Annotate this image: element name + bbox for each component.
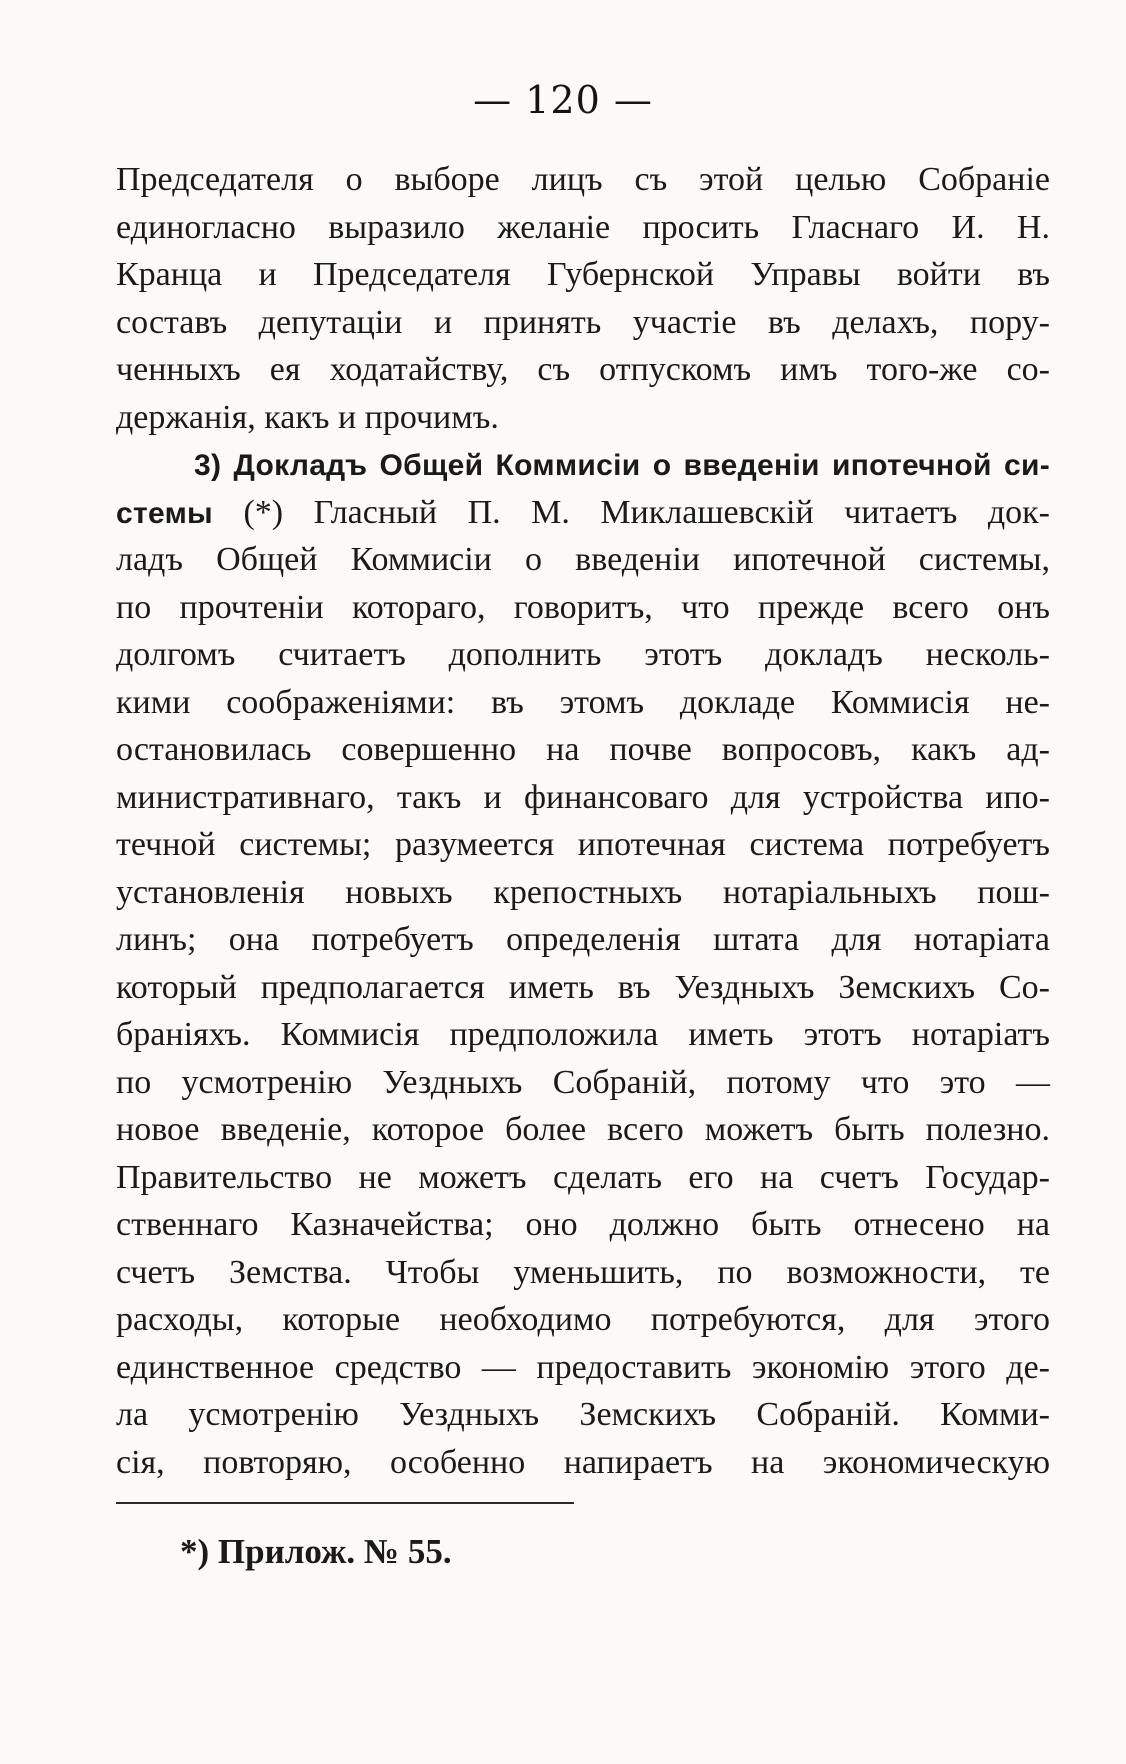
text-line: по усмотренію Уездныхъ Собраній, потому что это — [116, 1063, 1050, 1101]
text-line: новое введеніе, которое более всего можетъ быть полезно. [116, 1111, 1050, 1148]
text-line: ченныхъ ея ходатайству, съ отпускомъ имъ того-же со- [116, 351, 1050, 388]
item-heading: 3) Докладъ Общей Коммисіи о введеніи ипотечной си- [194, 449, 1050, 482]
text-line: составъ депутаціи и принять участіе въ делахъ, пору- [116, 303, 1050, 341]
item-heading-continued: стемы [116, 496, 213, 530]
text-line: который предполагается иметь въ Уездныхъ Земскихъ Со- [116, 968, 1050, 1006]
text-line: долгомъ считаетъ дополнить этотъ докладъ несколь- [116, 636, 1050, 673]
text-line: Кранца и Председателя Губернской Управы войти въ [116, 256, 1050, 293]
text-line: браніяхъ. Коммисія предположила иметь этотъ нотаріатъ [116, 1016, 1050, 1053]
body-text [116, 156, 1050, 1486]
text-line: остановилась совершенно на почве вопросовъ, какъ ад- [116, 731, 1050, 768]
text-line: держанія, какъ и прочимъ. [116, 398, 499, 436]
text-line: счетъ Земства. Чтобы уменьшить, по возможности, те [116, 1253, 1050, 1291]
text-line: единственное средство — предоставить экономію этого де- [116, 1348, 1050, 1386]
text-line: по прочтеніи котораго, говоритъ, что прежде всего онъ [116, 588, 1050, 626]
text-line: течной системы; разумеется ипотечная система потребуетъ [116, 826, 1050, 863]
page-number: — 120 — [473, 78, 653, 122]
text-line: ла усмотренію Уездныхъ Земскихъ Собраній. Комми- [116, 1396, 1050, 1433]
footnote: *) Прилож. № 55. [180, 1532, 452, 1571]
item-heading-line [116, 441, 1050, 489]
text-line: сія, повторяю, особенно напираетъ на экономическую [116, 1443, 1050, 1481]
text-line: Правительство не можетъ сделать его на счетъ Государ- [116, 1158, 1050, 1196]
text-line: кими соображеніями: въ этомъ докладе Коммисія не- [116, 683, 1050, 721]
text-line: установленія новыхъ крепостныхъ нотаріальныхъ пош- [116, 873, 1050, 911]
text-line: Председателя о выборе лицъ съ этой целью Собраніе [116, 161, 1050, 198]
text-line: расходы, которые необходимо потребуются, для этого [116, 1301, 1050, 1338]
text-line: линъ; она потребуетъ определенія штата для нотаріата [116, 921, 1050, 958]
item-text: (*) Гласный П. М. Миклашевскій читаетъ док- [243, 493, 1050, 531]
text-line: министративнаго, такъ и финансоваго для устройства ипо- [116, 778, 1050, 816]
text-line: единогласно выразило желаніе просить Гласнаго И. Н. [116, 208, 1050, 246]
footnote-divider [116, 1502, 574, 1504]
text-line: ладъ Общей Коммисіи о введеніи ипотечной системы, [116, 541, 1050, 578]
text-line: ственнаго Казначейства; оно должно быть отнесено на [116, 1206, 1050, 1243]
item-text-line [116, 489, 1050, 537]
